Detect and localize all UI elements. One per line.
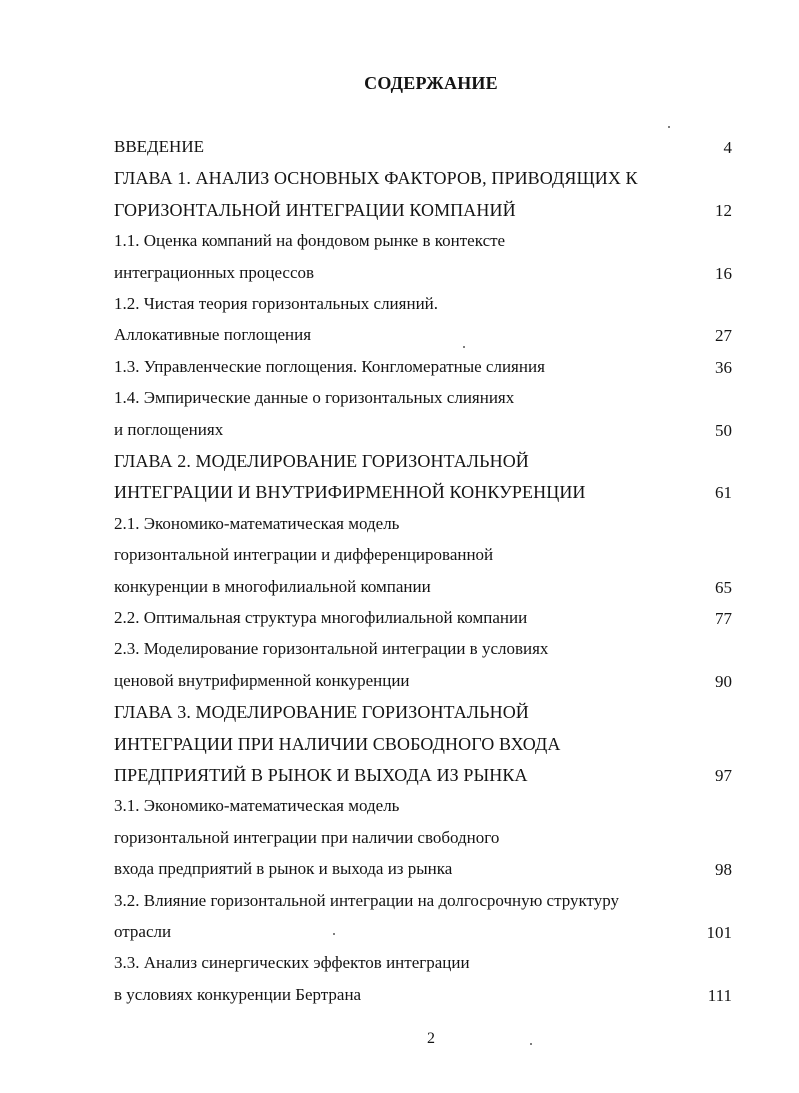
toc-entry: конкуренции в многофилиальной компании (114, 577, 431, 596)
toc-entry: 2.2. Оптимальная структура многофилиальной компании (114, 608, 528, 627)
toc-entry: 3.1. Экономико-математическая модель (114, 796, 400, 815)
scan-speck (463, 346, 465, 348)
toc-entry: отрасли (114, 922, 172, 941)
toc-page-number: 77 (715, 609, 732, 628)
scan-speck (333, 933, 335, 935)
toc-entry: интеграционных процессов (114, 263, 315, 282)
toc-entry: 1.1. Оценка компаний на фондовом рынке в контексте (114, 231, 506, 250)
toc-page-number: 98 (715, 860, 732, 879)
page-title: СОДЕРЖАНИЕ (364, 73, 498, 93)
toc-entry: в условиях конкуренции Бертрана (114, 985, 362, 1004)
toc-entry: 1.4. Эмпирические данные о горизонтальных слияниях (114, 388, 515, 407)
toc-page-number: 27 (715, 326, 732, 345)
toc-page-number: 90 (715, 672, 732, 691)
toc-entry: Аллокативные поглощения (114, 325, 312, 344)
toc-chapter-heading: ИНТЕГРАЦИИ ПРИ НАЛИЧИИ СВОБОДНОГО ВХОДА (114, 734, 561, 754)
toc-page-number: 97 (715, 766, 732, 785)
scan-speck (668, 126, 670, 128)
toc-page-number: 101 (706, 923, 732, 942)
toc-chapter-heading: ГЛАВА 1. АНАЛИЗ ОСНОВНЫХ ФАКТОРОВ, ПРИВОДЯЩИХ К (114, 168, 638, 188)
toc-entry: 1.2. Чистая теория горизонтальных слияний. (114, 294, 439, 313)
toc-chapter-heading: ГЛАВА 2. МОДЕЛИРОВАНИЕ ГОРИЗОНТАЛЬНОЙ (114, 451, 529, 471)
toc-entry: ВВЕДЕНИЕ (114, 137, 204, 156)
toc-entry: и поглощениях (114, 420, 224, 439)
toc-chapter-heading: ПРЕДПРИЯТИЙ В РЫНОК И ВЫХОДА ИЗ РЫНКА (114, 765, 528, 785)
scan-speck (530, 1043, 532, 1045)
toc-page-number: 61 (715, 483, 732, 502)
toc-page-number: 4 (723, 138, 732, 157)
toc-chapter-heading: ГЛАВА 3. МОДЕЛИРОВАНИЕ ГОРИЗОНТАЛЬНОЙ (114, 702, 529, 722)
page-number: 2 (427, 1030, 435, 1047)
toc-page-number: 16 (715, 264, 732, 283)
toc-entry: 2.3. Моделирование горизонтальной интеграции в условиях (114, 639, 549, 658)
toc-page-number: 50 (715, 421, 732, 440)
toc-page-number: 65 (715, 578, 732, 597)
toc-entry: 3.2. Влияние горизонтальной интеграции на долгосрочную структуру (114, 891, 620, 910)
toc-page-number: 12 (715, 201, 732, 220)
toc-entry: 3.3. Анализ синергических эффектов интеграции (114, 953, 470, 972)
toc-page-number: 36 (715, 358, 732, 377)
toc-page-number: 111 (707, 986, 732, 1005)
toc-entry: входа предприятий в рынок и выхода из рынка (114, 859, 453, 878)
toc-chapter-heading: ГОРИЗОНТАЛЬНОЙ ИНТЕГРАЦИИ КОМПАНИЙ (114, 200, 516, 220)
toc-entry: горизонтальной интеграции при наличии свободного (114, 828, 500, 847)
toc-entry: 2.1. Экономико-математическая модель (114, 514, 400, 533)
toc-entry: 1.3. Управленческие поглощения. Конгломератные слияния (114, 357, 545, 376)
toc-chapter-heading: ИНТЕГРАЦИИ И ВНУТРИФИРМЕННОЙ КОНКУРЕНЦИИ (114, 482, 586, 502)
toc-entry: ценовой внутрифирменной конкуренции (114, 671, 410, 690)
toc-entry: горизонтальной интеграции и дифференцированной (114, 545, 494, 564)
